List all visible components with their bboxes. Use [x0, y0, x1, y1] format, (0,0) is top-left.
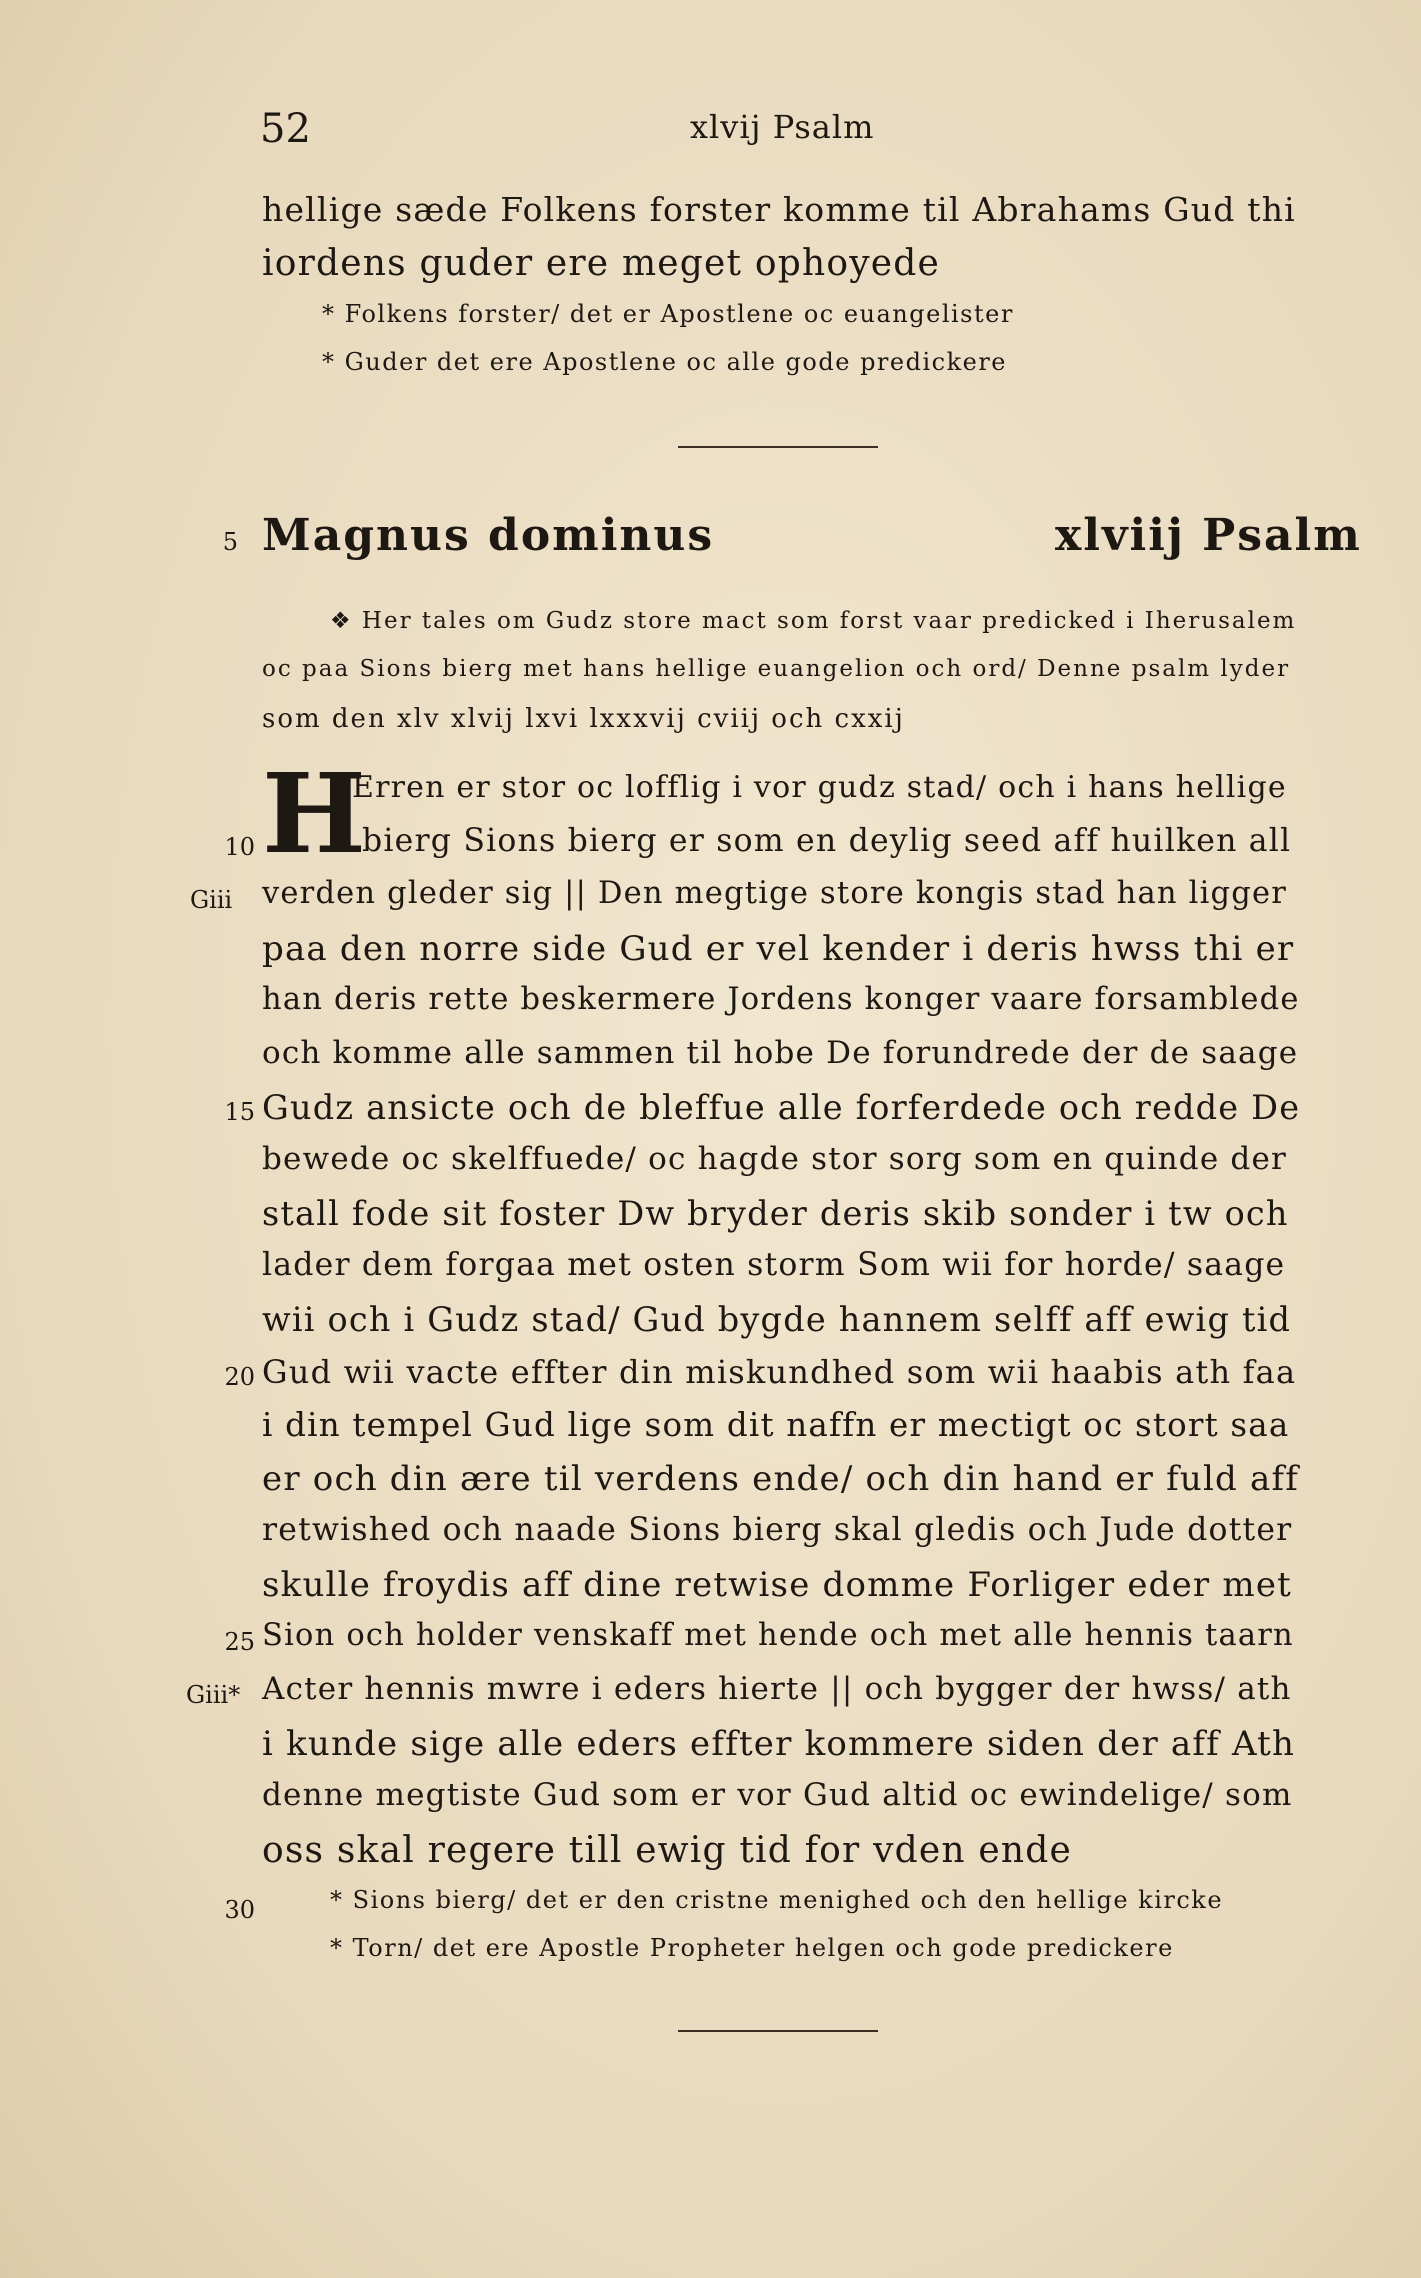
text-line: Erren er stor oc lofflig i vor gudz stad/ och i hans hellige [352, 770, 1287, 805]
text-line: Gudz ansicte och de bleffue alle forferdede och redde De [262, 1088, 1301, 1127]
psalm-number: xlviij Psalm [1055, 510, 1362, 561]
text-line: Sion och holder venskaff met hende och met alle hennis taarn [262, 1618, 1294, 1653]
page-number: 52 [260, 106, 311, 152]
text-line: i din tempel Gud lige som dit naffn er mectigt oc stort saa [262, 1406, 1290, 1444]
section-divider [678, 2030, 878, 2032]
text-line: bierg Sions bierg er som en deylig seed aff huilken all [362, 823, 1292, 859]
psalm-title: Magnus dominus [262, 510, 715, 561]
text-line: lader dem forgaa met osten storm Som wii for horde/ saage [262, 1247, 1286, 1283]
line-number: 20 [224, 1363, 255, 1391]
intro-line: oc paa Sions bierg met hans hellige euangelion och ord/ Denne psalm lyder [262, 656, 1291, 682]
text-line: i kunde sige alle eders effter kommere siden der aff Ath [262, 1724, 1296, 1764]
text-line: iordens guder ere meget ophoyede [262, 243, 941, 284]
text-line: bewede oc skelffuede/ oc hagde stor sorg som en quinde der [262, 1141, 1288, 1177]
intro-line: ❖ Her tales om Gudz store mact som forst vaar predicked i Iherusalem [330, 608, 1297, 634]
line-number: 5 [222, 528, 238, 556]
footnote-line: * Folkens forster/ det er Apostlene oc euangelister [322, 300, 1014, 328]
footnote-line: * Guder det ere Apostlene oc alle gode predickere [322, 348, 1008, 376]
text-line: retwished och naade Sions bierg skal gledis och Jude dotter [262, 1512, 1293, 1548]
text-line: denne megtiste Gud som er vor Gud altid oc ewindelige/ som [262, 1777, 1293, 1813]
text-line: Gud wii vacte effter din miskundhed som wii haabis ath faa [262, 1353, 1297, 1391]
text-line: och komme alle sammen til hobe De forundrede der de saage [262, 1035, 1299, 1071]
drop-initial: H [262, 749, 366, 878]
text-line: stall fode sit foster Dw bryder deris skib sonder i tw och [262, 1194, 1289, 1233]
section-divider [678, 446, 878, 448]
signature-mark: Giii [190, 886, 233, 914]
signature-mark: Giii* [186, 1681, 241, 1709]
text-line: paa den norre side Gud er vel kender i deris hwss thi er [262, 929, 1295, 969]
text-line: er och din ære til verdens ende/ och din hand er fuld aff [262, 1459, 1300, 1499]
footnote-line: * Torn/ det ere Apostle Propheter helgen och gode predickere [330, 1934, 1174, 1962]
text-line: hellige sæde Folkens forster komme til Abrahams Gud thi [262, 190, 1296, 229]
text-line: han deris rette beskermere Jordens konger vaare forsamblede [262, 982, 1300, 1017]
line-number: 15 [224, 1098, 255, 1126]
text-line: oss skal regere till ewig tid for vden ende [262, 1830, 1073, 1871]
text-line: skulle froydis aff dine retwise domme Forliger eder met [262, 1565, 1293, 1605]
line-number: 30 [224, 1896, 255, 1924]
text-line: verden gleder sig || Den megtige store kongis stad han ligger [262, 876, 1288, 911]
footnote-line: * Sions bierg/ det er den cristne menighed och den hellige kircke [330, 1886, 1224, 1914]
text-line: Acter hennis mwre i eders hierte || och bygger der hwss/ ath [262, 1671, 1292, 1707]
text-line: wii och i Gudz stad/ Gud bygde hannem selff aff ewig tid [262, 1300, 1292, 1339]
intro-line: som den xlv xlvij lxvi lxxxvij cviij och cxxij [262, 704, 905, 734]
line-number: 10 [224, 833, 255, 861]
running-title: xlvij Psalm [690, 108, 875, 146]
line-number: 25 [224, 1628, 255, 1656]
